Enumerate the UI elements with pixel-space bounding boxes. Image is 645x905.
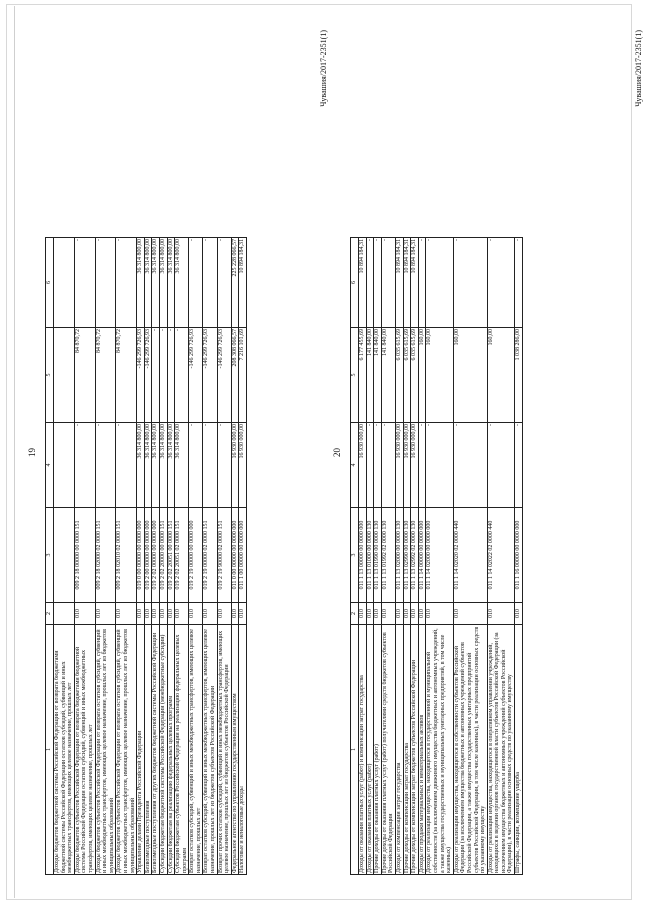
- unexecuted-amount-cell: 10 894 184,31: [403, 238, 411, 328]
- revenue-table-right: [350, 237, 523, 875]
- approved-amount-cell: -: [95, 423, 116, 508]
- executed-amount-cell: -146 299 726,93: [217, 328, 231, 423]
- table-row: [167, 238, 175, 875]
- row-name-cell: Прочие доходы от оказания платных услуг (работ): [374, 625, 382, 875]
- approved-amount-cell: 16 930 000,00: [403, 423, 411, 508]
- table-row: [239, 238, 247, 875]
- unexecuted-amount-cell: -: [487, 238, 514, 328]
- row-name-cell: Штрафы, санкции, возмещение ущерба: [515, 625, 523, 875]
- unexecuted-amount-cell: -: [418, 238, 426, 328]
- table-row: [54, 238, 75, 875]
- revenue-code-cell: 019 2 02 20000 00 0000 151: [159, 508, 167, 603]
- revenue-code-cell: 009 2 18 02010 02 0000 151: [116, 508, 137, 603]
- unexecuted-amount-cell: 10 894 184,31: [395, 238, 403, 328]
- table-row: [453, 238, 487, 875]
- table-row: [359, 238, 367, 875]
- executed-amount-cell: -: [167, 328, 175, 423]
- unexecuted-amount-cell: -: [366, 238, 374, 328]
- row-name-cell: Федеральное агентство по управлению государственным имуществом: [231, 625, 239, 875]
- unexecuted-amount-cell: -: [381, 238, 395, 328]
- revenue-code-cell: [54, 508, 75, 603]
- row-name-cell: Возврат прочих остатков субсидий, субвенций и иных межбюджетных трансфертов, имеющих целевое назначение, прошлых лет из бюджетов субъектов Российской Федерации: [217, 625, 231, 875]
- executed-amount-cell: 84 870,72: [116, 328, 137, 423]
- revenue-code-cell: 019 2 19 00000 00 0000 000: [189, 508, 203, 603]
- row-name-cell: Прочие доходы от компенсации затрат государства: [403, 625, 411, 875]
- row-name-cell: Возврат остатков субсидий, субвенций и иных межбюджетных трансфертов, имеющих целевое назначение, прошлых лет из бюджетов субъектов Российской Федерации: [203, 625, 217, 875]
- revenue-code-cell: 011 1 13 01990 00 0000 130: [374, 508, 382, 603]
- document-footer: Чувашия/2017-2351(1): [634, 30, 643, 107]
- code-line-cell: 010: [487, 603, 514, 625]
- revenue-code-cell: 009 2 18 02000 02 0000 151: [95, 508, 116, 603]
- table-row: [74, 238, 95, 875]
- code-line-cell: 010: [159, 603, 167, 625]
- column-header: 5: [351, 328, 359, 423]
- column-header: 6: [46, 238, 54, 328]
- executed-amount-cell: 160,00: [487, 328, 514, 423]
- row-name-cell: Возврат остатков субсидий, субвенций и иных межбюджетных трансфертов, имеющих целевое назначение, прошлых лет: [189, 625, 203, 875]
- unexecuted-amount-cell: -: [426, 238, 453, 328]
- approved-amount-cell: 36 314 800,00: [175, 423, 189, 508]
- table-row: [189, 238, 203, 875]
- table-header-row: [351, 238, 359, 875]
- executed-amount-cell: -146 299 726,93: [189, 328, 203, 423]
- unexecuted-amount-cell: -: [515, 238, 523, 328]
- unexecuted-amount-cell: -: [217, 238, 231, 328]
- row-name-cell: Прочие доходы от оказания платных услуг (работ) получателями средств бюджетов субъектов Российской Федерации: [381, 625, 395, 875]
- code-line-cell: 010: [239, 603, 247, 625]
- table-row: [217, 238, 231, 875]
- column-header: 2: [46, 603, 54, 625]
- unexecuted-amount-cell: 36 314 800,00: [167, 238, 175, 328]
- executed-amount-cell: -: [175, 328, 189, 423]
- code-line-cell: 010: [395, 603, 403, 625]
- executed-amount-cell: 141 840,00: [366, 328, 374, 423]
- approved-amount-cell: 16 930 000,00: [239, 423, 247, 508]
- table-row: [175, 238, 189, 875]
- code-line-cell: 010: [144, 603, 152, 625]
- revenue-table-left: [45, 237, 247, 875]
- table-row: [137, 238, 145, 875]
- revenue-code-cell: 011 1 16 00000 00 0000 000: [515, 508, 523, 603]
- code-line-cell: 010: [453, 603, 487, 625]
- unexecuted-amount-cell: -: [189, 238, 203, 328]
- row-name-cell: Доходы от реализации имущества, находящегося в государственной и муниципальной собственности (за исключением движимого имущества бюджетных и автономных учреждений, а также имущества государственных и муниципальных унитарных предприятий, в том числе казенных): [426, 625, 453, 875]
- approved-amount-cell: -: [515, 423, 523, 508]
- table-row: [231, 238, 239, 875]
- code-line-cell: 010: [189, 603, 203, 625]
- code-line-cell: 010: [403, 603, 411, 625]
- code-line-cell: 010: [74, 603, 95, 625]
- approved-amount-cell: -: [116, 423, 137, 508]
- table-row: [159, 238, 167, 875]
- table-row: [395, 238, 403, 875]
- row-name-cell: Доходы бюджетов бюджетной системы Российской Федерации от возврата бюджетами бюджетной системы Российской Федерации остатков субсидий, субвенций и иных межбюджетных трансфертов, имеющих целевое назначение, прошлых лет: [54, 625, 75, 875]
- row-name-cell: Доходы от компенсации затрат государства: [395, 625, 403, 875]
- row-name-cell: Субсидии бюджетам бюджетной системы Российской Федерации (межбюджетные субсидии): [159, 625, 167, 875]
- approved-amount-cell: -: [366, 423, 374, 508]
- code-line-cell: 010: [418, 603, 426, 625]
- table-row: [487, 238, 514, 875]
- executed-amount-cell: 141 840,00: [374, 328, 382, 423]
- approved-amount-cell: -: [381, 423, 395, 508]
- revenue-code-cell: 011 1 14 02022 02 0000 440: [487, 508, 514, 603]
- row-name-cell: Прочие доходы от компенсации затрат бюджетов субъектов Российской Федерации: [411, 625, 419, 875]
- approved-amount-cell: -: [453, 423, 487, 508]
- executed-amount-cell: -146 299 726,93: [144, 328, 152, 423]
- executed-amount-cell: 84 870,72: [95, 328, 116, 423]
- column-header: 3: [46, 508, 54, 603]
- column-header: 4: [351, 423, 359, 508]
- executed-amount-cell: 1 038 286,00: [515, 328, 523, 423]
- binding-gutter: [14, 6, 15, 898]
- code-line-cell: 010: [381, 603, 395, 625]
- row-name-cell: Управление делами Президента Российской Федерации: [137, 625, 145, 875]
- unexecuted-amount-cell: 36 314 800,00: [137, 238, 145, 328]
- approved-amount-cell: 16 930 000,00: [411, 423, 419, 508]
- table-row: [144, 238, 152, 875]
- column-header: 2: [351, 603, 359, 625]
- row-name-cell: Безвозмездные поступления: [144, 625, 152, 875]
- code-line-cell: 010: [366, 603, 374, 625]
- row-name-cell: Доходы от оказания платных услуг (работ) и компенсации затрат государства: [359, 625, 367, 875]
- table-row: [426, 238, 453, 875]
- revenue-code-cell: 011 1 13 02990 00 0000 130: [403, 508, 411, 603]
- unexecuted-amount-cell: 36 314 800,00: [144, 238, 152, 328]
- unexecuted-amount-cell: 36 314 800,00: [159, 238, 167, 328]
- approved-amount-cell: -: [374, 423, 382, 508]
- row-name-cell: Доходы бюджетов субъектов Российской Федерации от возврата остатков субсидий, субвенций и иных межбюджетных трансфертов, имеющих целевое назначение, прошлых лет из бюджетов муниципальных образований: [95, 625, 116, 875]
- executed-amount-cell: 208 308 066,57: [231, 328, 239, 423]
- revenue-code-cell: 019 2 02 20051 00 0000 151: [167, 508, 175, 603]
- executed-amount-cell: 6 177 455,69: [359, 328, 367, 423]
- unexecuted-amount-cell: 10 894 184,31: [359, 238, 367, 328]
- executed-amount-cell: -146 299 726,93: [137, 328, 145, 423]
- revenue-code-cell: 011 1 13 00000 00 0000 000: [359, 508, 367, 603]
- approved-amount-cell: 36 314 800,00: [137, 423, 145, 508]
- page-right: [330, 0, 645, 905]
- approved-amount-cell: -: [426, 423, 453, 508]
- row-name-cell: Безвозмездные поступления от других бюджетов бюджетной системы Российской Федерации: [152, 625, 160, 875]
- table-row: [381, 238, 395, 875]
- table-row: [116, 238, 137, 875]
- code-line-cell: 010: [217, 603, 231, 625]
- code-line-cell: 010: [167, 603, 175, 625]
- column-header: 5: [46, 328, 54, 423]
- table-row: [366, 238, 374, 875]
- code-line-cell: 010: [515, 603, 523, 625]
- revenue-code-cell: 011 1 00 00000 00 0000 000: [239, 508, 247, 603]
- revenue-code-cell: 019 2 02 00000 00 0000 000: [152, 508, 160, 603]
- code-line-cell: 010: [152, 603, 160, 625]
- table-row: [411, 238, 419, 875]
- row-name-cell: Доходы бюджетов субъектов Российской Федерации от возврата бюджетами бюджетной системы Российской Федерации остатков субсидий, субвенций и иных межбюджетных трансфертов, имеющих целевое назначение, прошлых лет: [74, 625, 95, 875]
- executed-amount-cell: [54, 328, 75, 423]
- row-name-cell: Доходы от реализации имущества, находящегося в оперативном управлении учреждений, находящихся в ведении органов государственной власти субъектов Российской Федерации (за исключением имущества бюджетных и автономных учреждений субъектов Российской Федерации), в части реализации основных средств по указанному имуществу: [487, 625, 514, 875]
- revenue-code-cell: 011 1 14 02020 02 0000 440: [453, 508, 487, 603]
- executed-amount-cell: 160,00: [453, 328, 487, 423]
- page-left: [25, 0, 330, 905]
- unexecuted-amount-cell: 36 314 800,00: [152, 238, 160, 328]
- code-line-cell: 010: [411, 603, 419, 625]
- revenue-code-cell: 019 2 00 00000 00 0000 000: [144, 508, 152, 603]
- code-line-cell: 010: [359, 603, 367, 625]
- executed-amount-cell: 160,00: [418, 328, 426, 423]
- code-line-cell: 010: [374, 603, 382, 625]
- code-line-cell: [54, 603, 75, 625]
- approved-amount-cell: [54, 423, 75, 508]
- table-row: [403, 238, 411, 875]
- revenue-code-cell: 019 2 19 00000 02 0000 151: [203, 508, 217, 603]
- executed-amount-cell: 6 035 615,69: [411, 328, 419, 423]
- table-row: [95, 238, 116, 875]
- executed-amount-cell: -: [159, 328, 167, 423]
- column-header: 1: [351, 625, 359, 875]
- column-header: 6: [351, 238, 359, 328]
- revenue-code-cell: 011 0 00 00000 00 0000 000: [231, 508, 239, 603]
- executed-amount-cell: 6 035 615,69: [403, 328, 411, 423]
- revenue-code-cell: 019 2 19 90000 02 0000 151: [217, 508, 231, 603]
- approved-amount-cell: 36 314 800,00: [152, 423, 160, 508]
- executed-amount-cell: -: [152, 328, 160, 423]
- row-name-cell: Налоговые и неналоговые доходы: [239, 625, 247, 875]
- unexecuted-amount-cell: -: [74, 238, 95, 328]
- revenue-code-cell: 011 1 13 01000 00 0000 130: [366, 508, 374, 603]
- approved-amount-cell: 16 930 000,00: [395, 423, 403, 508]
- row-name-cell: Субсидии бюджетам субъектов Российской Федерации на реализацию федеральных целевых программ: [175, 625, 189, 875]
- executed-amount-cell: 84 870,72: [74, 328, 95, 423]
- approved-amount-cell: 36 314 800,00: [144, 423, 152, 508]
- approved-amount-cell: 16 930 000,00: [359, 423, 367, 508]
- approved-amount-cell: -: [487, 423, 514, 508]
- revenue-code-cell: 019 0 00 00000 00 0000 000: [137, 508, 145, 603]
- revenue-code-cell: 019 2 02 20051 02 0000 151: [175, 508, 189, 603]
- row-name-cell: Субсидии бюджетам на реализацию федеральных целевых программ: [167, 625, 175, 875]
- approved-amount-cell: 16 930 000,00: [231, 423, 239, 508]
- document-footer: Чувашия/2017-2351(1): [319, 30, 328, 107]
- table-row: [374, 238, 382, 875]
- approved-amount-cell: -: [418, 423, 426, 508]
- approved-amount-cell: -: [203, 423, 217, 508]
- revenue-code-cell: 009 2 18 00000 00 0000 151: [74, 508, 95, 603]
- revenue-code-cell: 011 1 13 02992 02 0000 130: [411, 508, 419, 603]
- revenue-code-cell: 011 1 14 02000 00 0000 000: [426, 508, 453, 603]
- page-number: 20: [332, 448, 342, 457]
- approved-amount-cell: -: [189, 423, 203, 508]
- table-row: [203, 238, 217, 875]
- unexecuted-amount-cell: -: [95, 238, 116, 328]
- approved-amount-cell: -: [74, 423, 95, 508]
- unexecuted-amount-cell: 10 894 184,31: [411, 238, 419, 328]
- code-line-cell: 010: [426, 603, 453, 625]
- code-line-cell: 010: [231, 603, 239, 625]
- unexecuted-amount-cell: 10 894 184,31: [239, 238, 247, 328]
- executed-amount-cell: -146 299 726,93: [203, 328, 217, 423]
- table-header-row: [46, 238, 54, 875]
- row-name-cell: Доходы от оказания платных услуг (работ): [366, 625, 374, 875]
- revenue-code-cell: 011 1 14 00000 00 0000 000: [418, 508, 426, 603]
- unexecuted-amount-cell: 36 314 800,00: [175, 238, 189, 328]
- row-name-cell: Доходы от реализации имущества, находящегося в собственности субъектов Российской Федерации (за исключением имущества бюджетных и автономных учреждений субъектов Российской Федерации, а также имущества государственных унитарных предприятий субъектов Российской Федерации, в том числе казенных), в части реализации основных средств по указанному имуществу: [453, 625, 487, 875]
- approved-amount-cell: 36 314 800,00: [167, 423, 175, 508]
- code-line-cell: 010: [95, 603, 116, 625]
- unexecuted-amount-cell: -: [203, 238, 217, 328]
- table-row: [152, 238, 160, 875]
- row-name-cell: Доходы от продажи материальных и нематериальных активов: [418, 625, 426, 875]
- executed-amount-cell: 160,00: [426, 328, 453, 423]
- page-number: 19: [27, 448, 37, 457]
- unexecuted-amount-cell: -: [374, 238, 382, 328]
- unexecuted-amount-cell: -: [453, 238, 487, 328]
- revenue-code-cell: 011 1 13 01992 02 0000 130: [381, 508, 395, 603]
- unexecuted-amount-cell: 225 228 066,57: [231, 238, 239, 328]
- column-header: 3: [351, 508, 359, 603]
- executed-amount-cell: 141 840,00: [381, 328, 395, 423]
- approved-amount-cell: -: [217, 423, 231, 508]
- executed-amount-cell: 6 035 615,69: [395, 328, 403, 423]
- table-row: [515, 238, 523, 875]
- code-line-cell: 010: [116, 603, 137, 625]
- row-name-cell: Доходы бюджетов субъектов Российской Федерации от возврата остатков субсидий, субвенций и иных межбюджетных трансфертов, имеющих целевое назначение, прошлых лет из бюджетов муниципальных образований: [116, 625, 137, 875]
- column-header: 1: [46, 625, 54, 875]
- unexecuted-amount-cell: -: [116, 238, 137, 328]
- code-line-cell: 010: [203, 603, 217, 625]
- column-header: 4: [46, 423, 54, 508]
- approved-amount-cell: 36 314 800,00: [159, 423, 167, 508]
- executed-amount-cell: 7 216 101,69: [239, 328, 247, 423]
- table-row: [418, 238, 426, 875]
- revenue-code-cell: 011 1 13 02000 00 0000 130: [395, 508, 403, 603]
- code-line-cell: 010: [175, 603, 189, 625]
- unexecuted-amount-cell: [54, 238, 75, 328]
- code-line-cell: 010: [137, 603, 145, 625]
